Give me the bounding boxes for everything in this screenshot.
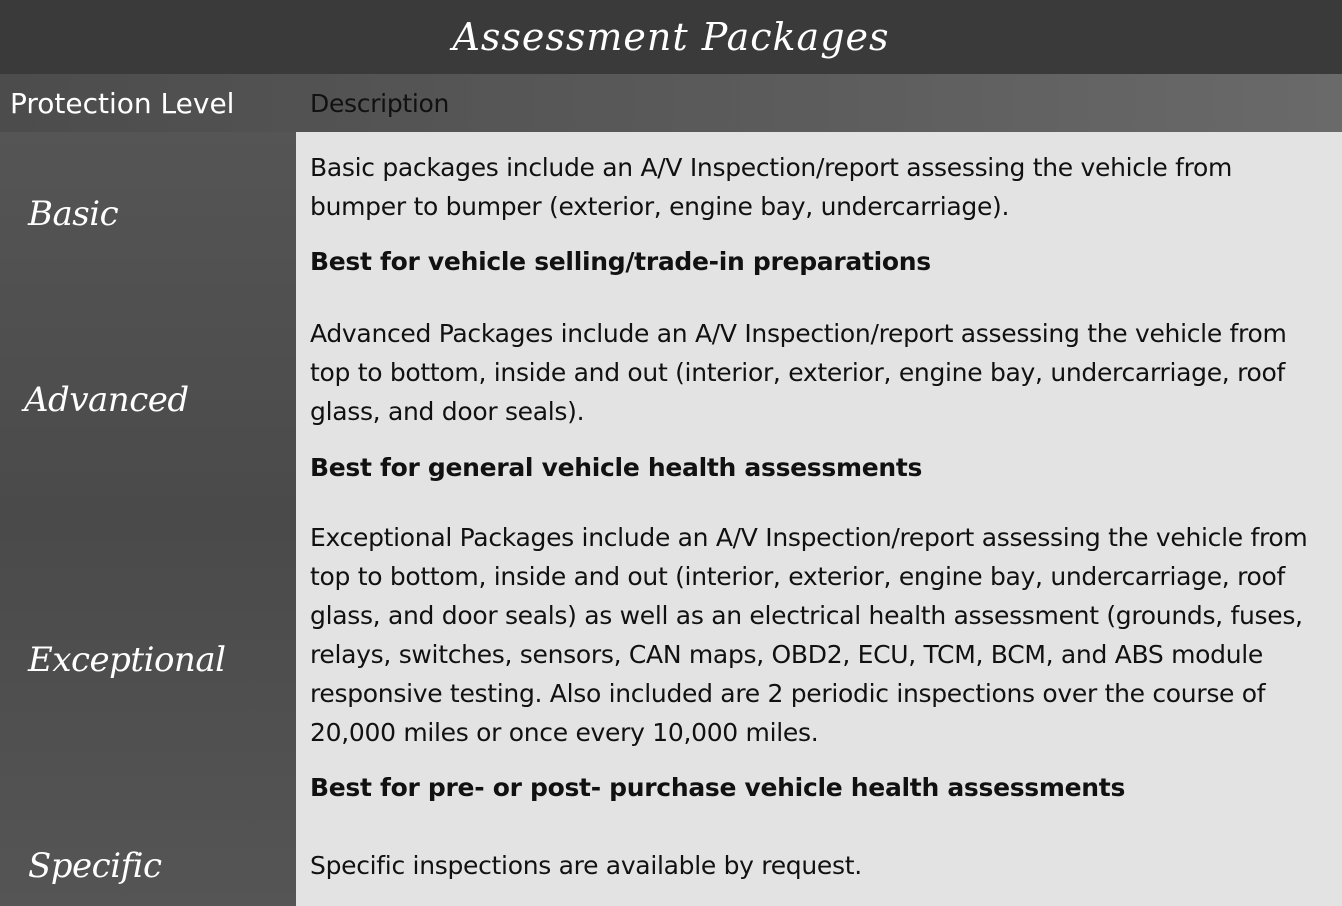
- specific-description: Specific inspections are available by request.: [310, 851, 862, 880]
- table-header-row: [0, 74, 1342, 132]
- level-specific: Specific: [28, 846, 162, 886]
- exceptional-description: Exceptional Packages include an A/V Inspection/report assessing the vehicle from top to bottom, inside and out (interior, exterior, engine bay, undercarriage, roof glass, and door seals) as well as an electrical health assessment (grounds, fuses, relays, switches, sensors, CAN maps, OBD2, ECU, TCM, BCM, and ABS module responsive testing. Also included are 2 periodic inspections over the course of 20,000 miles or once every 10,000 miles.: [310, 523, 1308, 747]
- page-title: Assessment Packages: [452, 15, 890, 59]
- description-column: [296, 132, 1342, 906]
- level-basic: Basic: [28, 194, 119, 234]
- title-bar: [0, 0, 1342, 74]
- basic-description: Basic packages include an A/V Inspection/report assessing the vehicle from bumper to bumper (exterior, engine bay, undercarriage).: [310, 153, 1233, 221]
- basic-best-for: Best for vehicle selling/trade-in preparations: [310, 247, 931, 276]
- level-exceptional: Exceptional: [28, 640, 226, 680]
- protection-level-column: [0, 132, 296, 906]
- advanced-description: Advanced Packages include an A/V Inspection/report assessing the vehicle from top to bottom, inside and out (interior, exterior, engine bay, undercarriage, roof glass, and door seals).: [310, 319, 1287, 426]
- column-header-protection-level: Protection Level: [10, 87, 235, 120]
- advanced-best-for: Best for general vehicle health assessments: [310, 453, 923, 482]
- exceptional-best-for: Best for pre- or post- purchase vehicle health assessments: [310, 773, 1126, 802]
- level-advanced: Advanced: [24, 380, 189, 420]
- column-header-description: Description: [310, 89, 450, 118]
